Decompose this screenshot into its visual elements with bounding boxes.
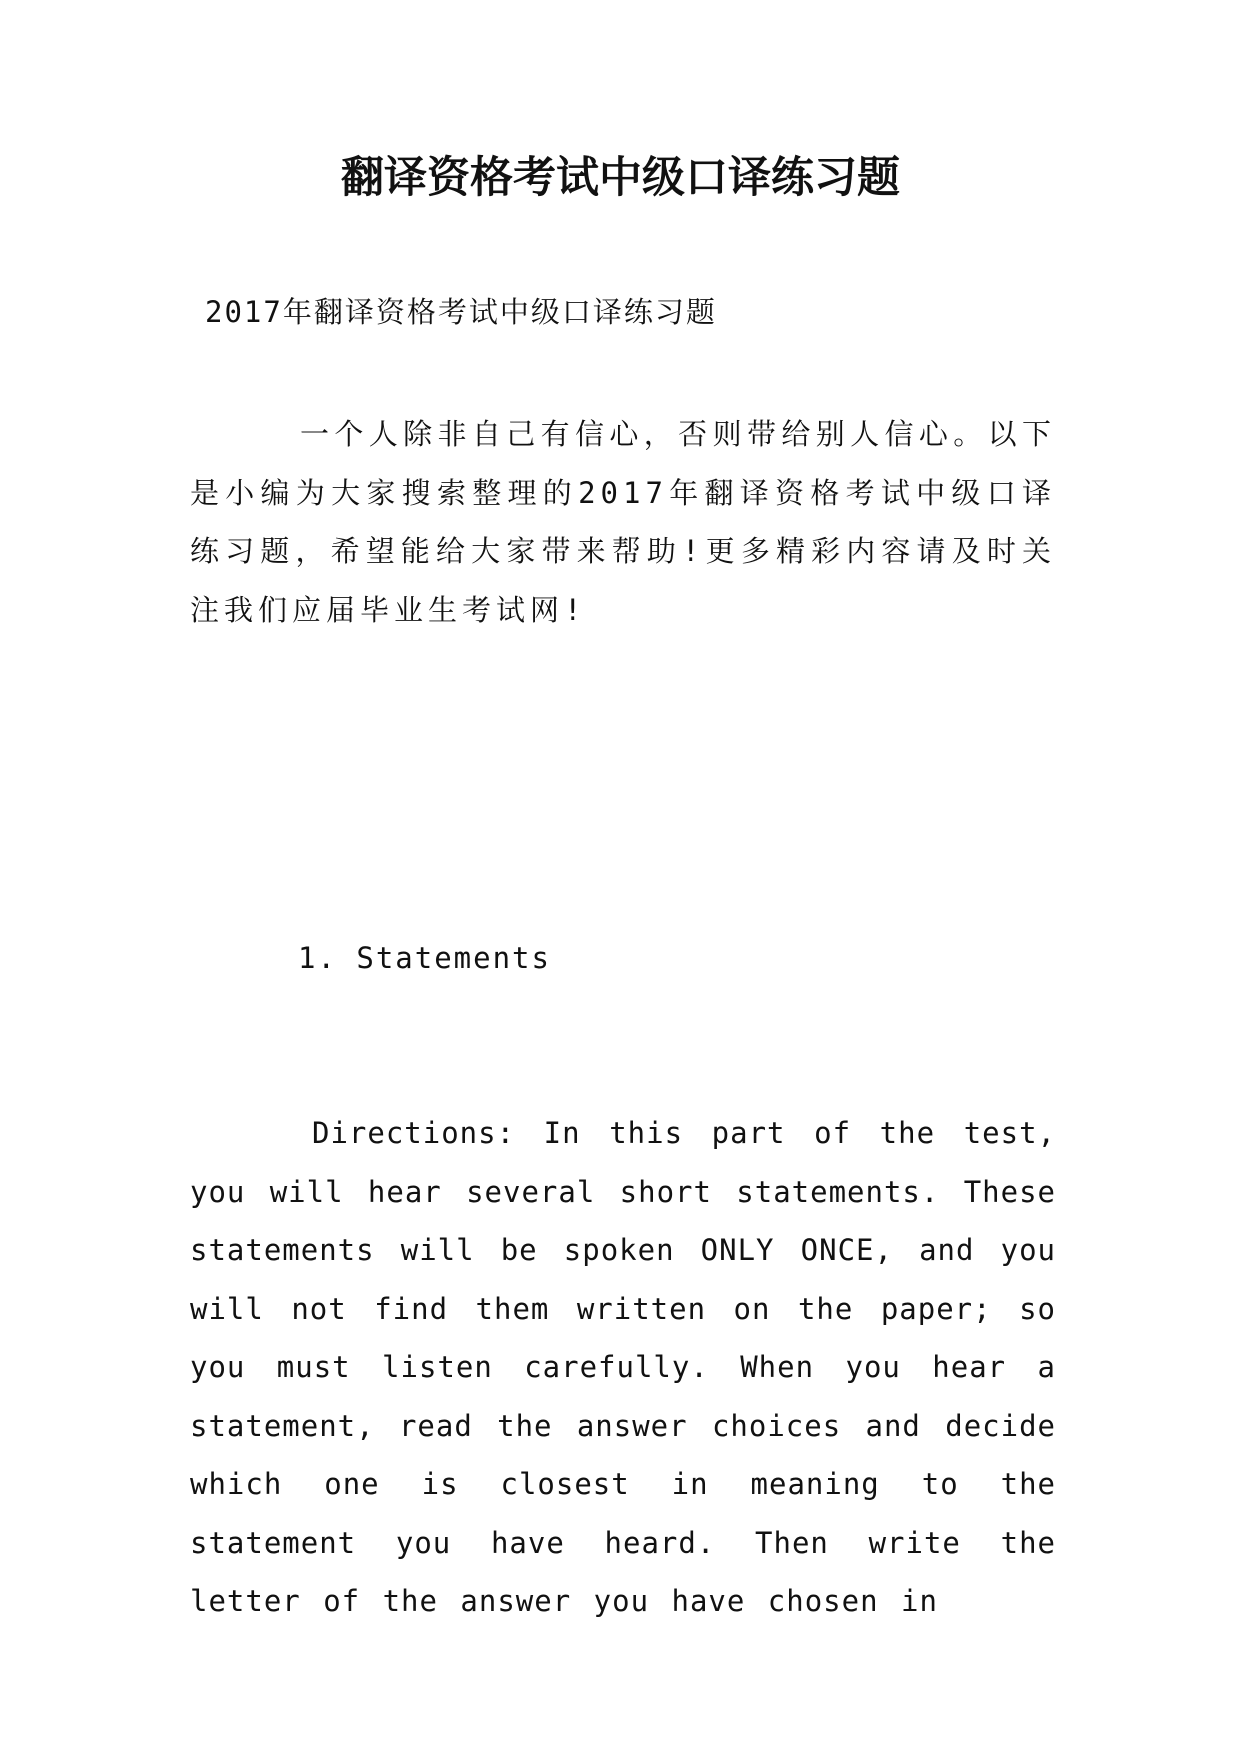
directions-paragraph: Directions: In this part of the test, you will hear several short statements. These statements will be spoken ONLY ONCE, and you will not find them written on the paper; so you must listen carefully. When you hear a statement, read the answer choices and decide which one is closest in meaning to the statement you have heard. Then write the letter of the answer you have chosen in bbox=[190, 1116, 1056, 1618]
intro-paragraph: 一个人除非自己有信心，否则带给别人信心。以下是小编为大家搜索整理的2017年翻译资格考试中级口译练习题，希望能给大家带来帮助!更多精彩内容请及时关注我们应届毕业生考试网! bbox=[190, 417, 1056, 627]
document-title: 翻译资格考试中级口译练习题 bbox=[341, 153, 900, 203]
document-subtitle: 2017年翻译资格考试中级口译练习题 bbox=[205, 295, 717, 329]
section-heading: 1. Statements bbox=[298, 941, 551, 975]
